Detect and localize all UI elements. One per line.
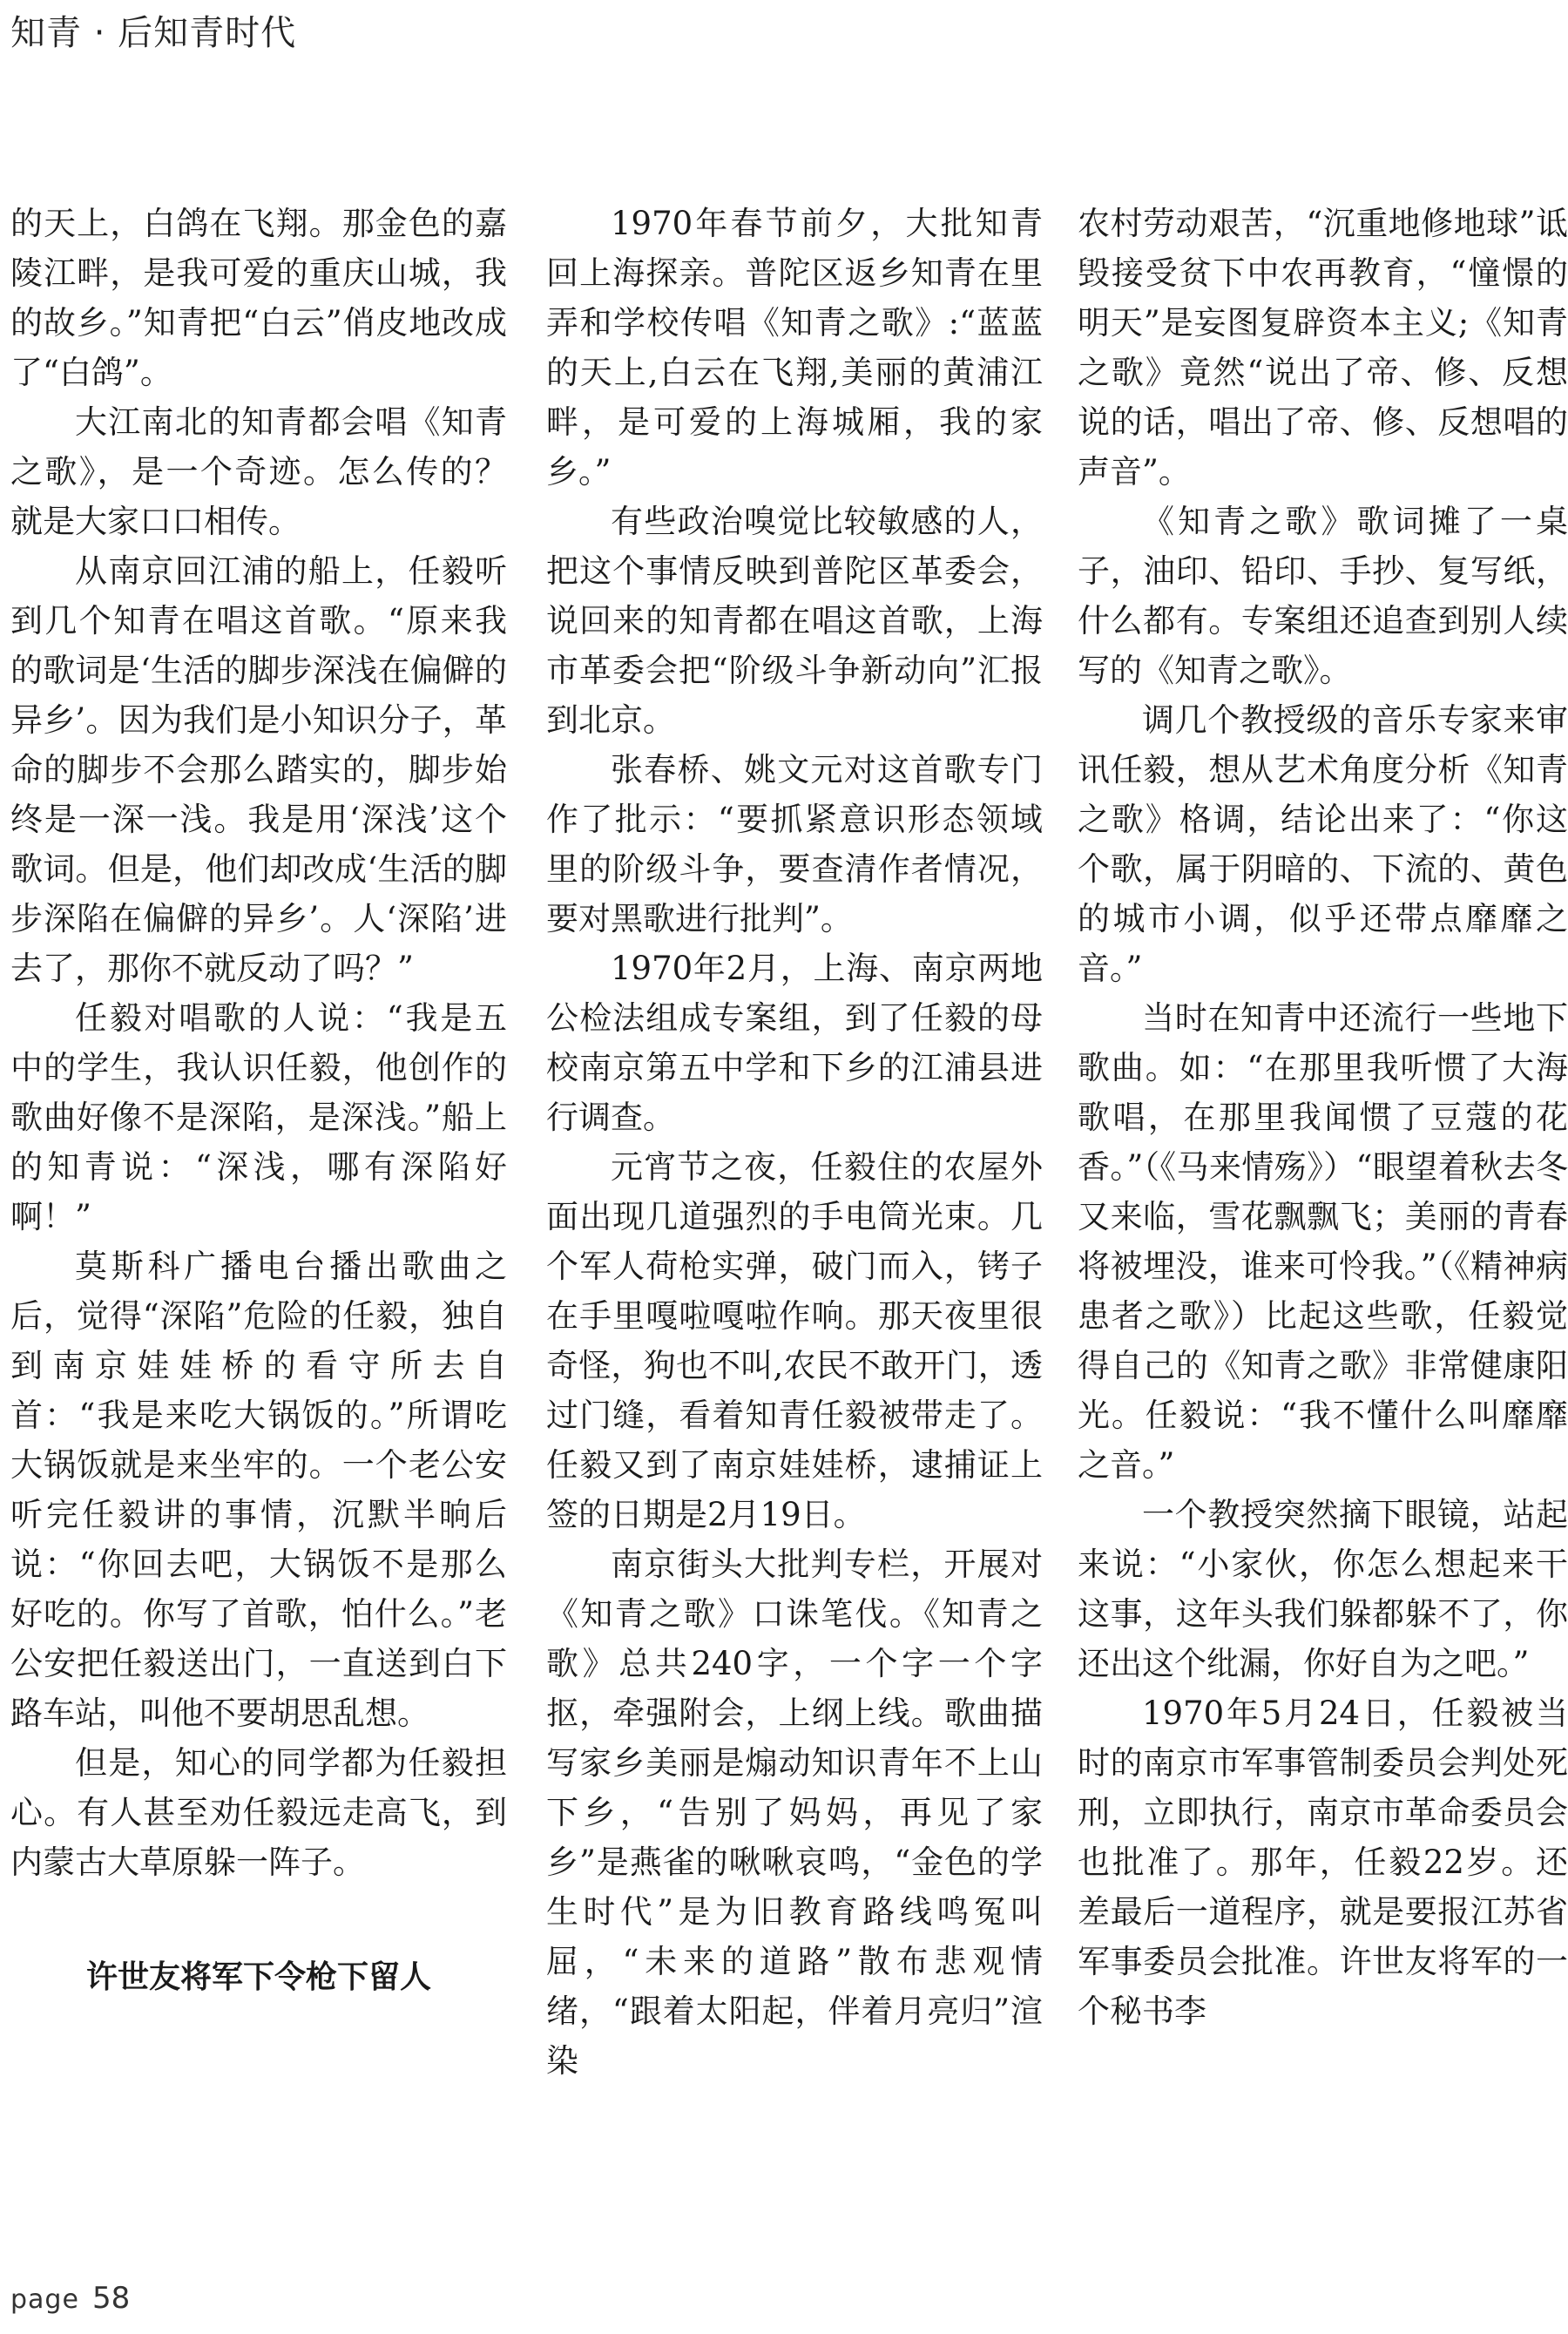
page-footer — [10, 2281, 130, 2316]
article-column-2 — [546, 199, 1043, 2086]
paragraph: 任毅对唱歌的人说：“我是五中的学生，我认识任毅，他创作的歌曲好像不是深陷，是深浅。”船上的知青说：“深浅，哪有深陷好啊！” — [10, 999, 507, 1235]
paragraph: 农村劳动艰苦，“沉重地修地球”诋毁接受贫下中农再教育，“憧憬的明天”是妄图复辟资本主义;《知青之歌》竟然“说出了帝、修、反想说的话，唱出了帝、修、反想唱的声音”。 — [1078, 205, 1568, 490]
paragraph: 南京街头大批判专栏，开展对《知青之歌》口诛笔伐。《知青之歌》总共240字，一个字一个字抠，牵强附会，上纲上线。歌曲描写家乡美丽是煽动知识青年不上山下乡，“告别了妈妈，再见了家乡”是燕雀的啾啾哀鸣，“金色的学生时代”是为旧教育路线鸣冤叫屈，“未来的道路”散布悲观情绪，“跟着太阳起，伴着月亮归”渲染 — [546, 1546, 1043, 2080]
section-title: 知青 · 后知青时代 — [10, 13, 297, 53]
article-column-3 — [1078, 199, 1568, 2036]
article-column-1 — [10, 199, 507, 2002]
paragraph: 有些政治嗅觉比较敏感的人，把这个事情反映到普陀区革委会，说回来的知青都在唱这首歌，上海市革委会把“阶级斗争新动向”汇报到北京。 — [546, 503, 1043, 739]
paragraph: 大江南北的知青都会唱《知青之歌》，是一个奇迹。怎么传的？就是大家口口相传。 — [10, 403, 507, 540]
paragraph: 一个教授突然摘下眼镜，站起来说：“小家伙，你怎么想起来干这事，这年头我们躲都躲不了，你还出这个纰漏，你好自为之吧。” — [1078, 1496, 1568, 1682]
paragraph: 张春桥、姚文元对这首歌专门作了批示：“要抓紧意识形态领域里的阶级斗争，要查清作者情况，要对黑歌进行批判”。 — [546, 751, 1043, 937]
paragraph: 元宵节之夜，任毅住的农屋外面出现几道强烈的手电筒光束。几个军人荷枪实弹，破门而入，铐子在手里嘎啦嘎啦作响。那天夜里很奇怪，狗也不叫,农民不敢开门，透过门缝，看着知青任毅被带走了。任毅又到了南京娃娃桥，逮捕证上签的日期是2月19日。 — [546, 1148, 1043, 1533]
page-number: 58 — [92, 2281, 131, 2316]
page-label: page — [10, 2284, 79, 2315]
paragraph: 从南京回江浦的船上，任毅听到几个知青在唱这首歌。“原来我的歌词是‘生活的脚步深浅在偏僻的异乡’。因为我们是小知识分子，革命的脚步不会那么踏实的，脚步始终是一深一浅。我是用‘深浅’这个歌词。但是，他们却改成‘生活的脚步深陷在偏僻的异乡’。人‘深陷’进去了，那你不就反动了吗？” — [10, 552, 507, 987]
paragraph: 莫斯科广播电台播出歌曲之后，觉得“深陷”危险的任毅，独自到南京娃娃桥的看守所去自首：“我是来吃大锅饭的。”所谓吃大锅饭就是来坐牢的。一个老公安听完任毅讲的事情，沉默半晌后说：“你回去吧，大锅饭不是那么好吃的。你写了首歌，怕什么。”老公安把任毅送出门，一直送到白下路车站，叫他不要胡思乱想。 — [10, 1248, 507, 1732]
paragraph: 调几个教授级的音乐专家来审讯任毅，想从艺术角度分析《知青之歌》格调，结论出来了：“你这个歌，属于阴暗的、下流的、黄色的城市小调，似乎还带点靡靡之音。” — [1078, 701, 1568, 987]
paragraph: 但是，知心的同学都为任毅担心。有人甚至劝任毅远走高飞，到内蒙古大草原躲一阵子。 — [10, 1744, 507, 1881]
paragraph: 当时在知青中还流行一些地下歌曲。如：“在那里我听惯了大海歌唱，在那里我闻惯了豆蔻的花香。”（《马来情殇》）“眼望着秋去冬又来临，雪花飘飘飞；美丽的青春将被埋没，谁来可怜我。”（《精神病患者之歌》）比起这些歌，任毅觉得自己的《知青之歌》非常健康阳光。任毅说：“我不懂什么叫靡靡之音。” — [1078, 999, 1568, 1484]
paragraph: 1970年春节前夕，大批知青回上海探亲。普陀区返乡知青在里弄和学校传唱《知青之歌》:“蓝蓝的天上,白云在飞翔,美丽的黄浦江畔，是可爱的上海城厢，我的家乡。” — [546, 205, 1043, 490]
paragraph: 1970年2月，上海、南京两地公检法组成专案组，到了任毅的母校南京第五中学和下乡的江浦县进行调查。 — [546, 950, 1043, 1136]
section-heading: 许世友将军下令枪下留人 — [85, 1959, 431, 1995]
paragraph: 1970年5月24日，任毅被当时的南京市军事管制委员会判处死刑，立即执行，南京市革命委员会也批准了。那年，任毅22岁。还差最后一道程序，就是要报江苏省军事委员会批准。许世友将军的一个秘书李 — [1078, 1695, 1568, 2030]
paragraph: 《知青之歌》歌词摊了一桌子，油印、铅印、手抄、复写纸，什么都有。专案组还追查到别人续写的《知青之歌》。 — [1078, 503, 1568, 689]
running-header — [10, 5, 296, 55]
paragraph: 的天上，白鸽在飞翔。那金色的嘉陵江畔，是我可爱的重庆山城，我的故乡。”知青把“白云”俏皮地改成了“白鸽”。 — [10, 205, 507, 391]
